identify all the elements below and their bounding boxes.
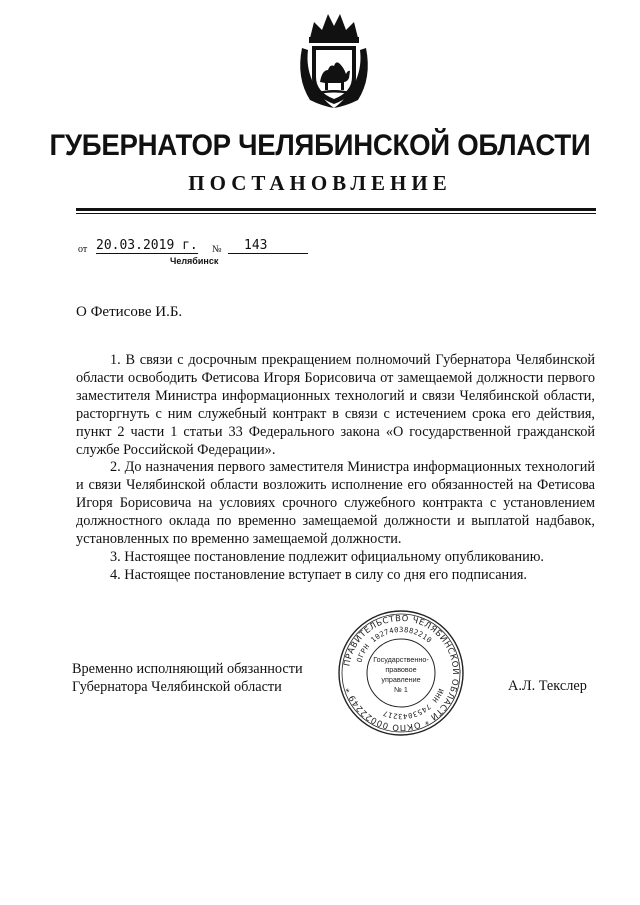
stamp-outer-text: ПРАВИТЕЛЬСТВО ЧЕЛЯБИНСКОЙ ОБЛАСТИ * ОКПО 00022249 * [341, 612, 462, 734]
paragraph-4: 4. Настоящее постановление вступает в силу со дня его подписания. [110, 566, 527, 583]
paragraph-2: 2. До назначения первого заместителя Министра информационных технологий и связи Челябинской области возложить исполнение его обязанностей на Фетисова Игоря Борисовича на условиях срочного служебного контракта с установлением должностного оклада по временно замещаемой должности и выплатой надбавок, установленных по временно замещаемой должности. [76, 459, 595, 548]
header-divider-thin [76, 213, 596, 214]
signer-title-line-1: Временно исполняющий обязанности [72, 661, 303, 677]
stamp-center-line-2: правовое [385, 665, 417, 674]
document-type-title: ПОСТАНОВЛЕНИЕ [188, 171, 452, 195]
city-label: Челябинск [170, 256, 219, 266]
document-date: 20.03.2019 г. [96, 238, 198, 253]
header-divider-thick [76, 208, 596, 211]
signer-name: А.Л. Текслер [508, 678, 587, 694]
official-stamp-icon [336, 608, 466, 738]
stamp-center-line-4: № 1 [394, 685, 408, 694]
paragraph-1: 1. В связи с досрочным прекращением полномочий Губернатора Челябинской области освободить Фетисова Игоря Борисовича от замещаемой должности первого заместителя Министра информационных технологий и связи Челябинской области, расторгнуть с ним служебный контракт в связи с истечением срока его действия, пункт 2 части 1 статьи 33 Федерального закона «О государственной гражданской службе Российской Федерации». [76, 352, 595, 458]
signer-title-line-2: Губернатора Челябинской области [72, 679, 282, 695]
signer-title [72, 660, 303, 696]
number-prefix: № [212, 244, 222, 255]
stamp-inn: ИНН 7453043217 [381, 687, 446, 722]
stamp-center-line-3: управление [381, 675, 421, 684]
stamp-ogrn: ОГРН 1027403882210 [354, 624, 434, 664]
document-number: 143 [228, 238, 308, 254]
document-subject: О Фетисове И.Б. [76, 304, 183, 320]
paragraph-3: 3. Настоящее постановление подлежит официальному опубликованию. [110, 548, 545, 565]
authority-title: ГУБЕРНАТОР ЧЕЛЯБИНСКОЙ ОБЛАСТИ [49, 129, 591, 162]
date-prefix: от [78, 244, 88, 255]
document-body [76, 352, 595, 585]
coat-of-arms-icon [292, 8, 376, 108]
stamp-center-line-1: Государственно- [373, 655, 429, 664]
